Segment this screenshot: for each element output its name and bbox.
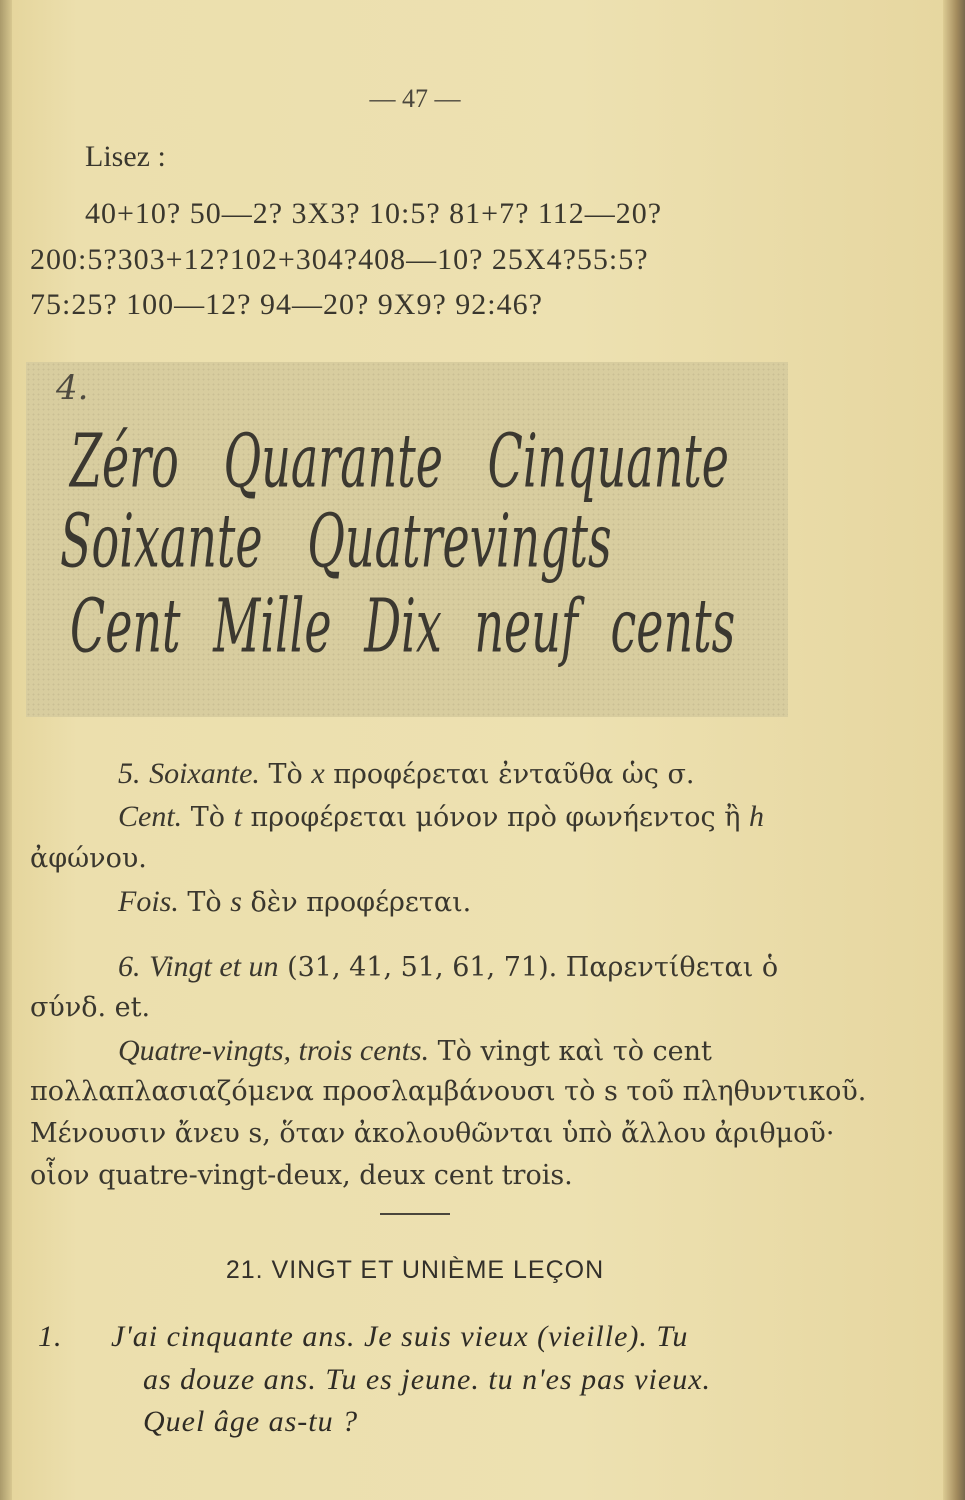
note-6-line-4: πολλαπλασιαζόμενα προσλαμβάνουσι τὸ s τοῦ πληθυντικοῦ. [30,1076,867,1107]
note-5-line-1 [118,757,695,791]
note-5-line-3: ἀφώνου. [30,843,147,874]
note-6-line-5: Μένουσιν ἄνευ s, ὅταν ἀκολουθῶνται ὑπὸ ἄλλου ἀριθμοῦ· [30,1118,835,1149]
section-heading-lisez: Lisez : [85,140,166,173]
exercise-1-line-1 [38,1320,688,1354]
note-6-line-6: οἷον quatre-vingt-deux, deux cent trois. [30,1160,573,1191]
note-5-line-2 [118,800,764,834]
note-6-text: Τὸ vingt καὶ τὸ cent [429,1036,712,1067]
note-6-line-2: σύνδ. et. [30,992,151,1023]
handwriting-sample-number: 4. [56,368,89,408]
note-5-text: Τὸ [178,887,231,918]
note-5-word-soixante: Soixante. [149,757,260,790]
note-5-word-cent: Cent. [118,800,183,833]
page-edge [943,0,965,1500]
exercise-1-line-3: Quel âge as-tu ? [143,1405,359,1438]
note-6-number: 6. [118,950,141,983]
note-6-phrase-quatre-vingts: Quatre-vingts, trois cents. [118,1034,430,1067]
note-5-line-4 [118,885,471,919]
note-6-phrase-vingt-et-un: Vingt et un [149,950,279,983]
note-5-letter-h: h [749,800,764,833]
note-5-letter-t: t [233,800,242,833]
note-5-letter-s: s [230,885,242,918]
note-5-letter-x: x [311,757,325,790]
exercise-1-line-2: as douze ans. Tu es jeune. tu n'es pas vieux. [143,1363,712,1396]
note-6-line-1 [118,950,778,984]
exercise-line-1: 40+10? 50—2? 3X3? 10:5? 81+7? 112—20? [85,197,663,230]
handwriting-line-1: Zéro Quarante Cinquante [70,417,729,504]
note-5-text: προφέρεται μόνον πρὸ φωνήεντος ἢ [241,802,749,833]
exercise-1-text: J'ai cinquante ans. Je suis vieux (vieille). Tu [111,1320,689,1353]
exercise-line-3: 75:25? 100—12? 94—20? 9X9? 92:46? [30,288,543,321]
note-5-text: Τὸ [259,759,312,790]
exercise-line-2: 200:5?303+12?102+304?408—10? 25X4?55:5? [30,243,649,276]
note-6-line-3 [118,1034,712,1068]
section-divider [380,1213,450,1215]
lesson-title: 21. VINGT ET UNIÈME LEÇON [225,1256,605,1284]
handwriting-line-2: Soixante Quatrevingts [60,497,612,584]
handwriting-line-3: Cent Mille Dix neuf cents [70,582,736,669]
note-5-word-fois: Fois. [118,885,179,918]
note-5-text: προφέρεται ἐνταῦθα ὡς σ. [324,759,695,790]
exercise-1-number: 1. [38,1320,63,1353]
note-5-number: 5. [118,757,141,790]
page-number: — 47 — [369,84,461,113]
note-6-text: (31, 41, 51, 61, 71). Παρεντίθεται ὁ [278,952,779,983]
note-5-text: Τὸ [182,802,234,833]
note-5-text: δὲν προφέρεται. [241,887,472,918]
